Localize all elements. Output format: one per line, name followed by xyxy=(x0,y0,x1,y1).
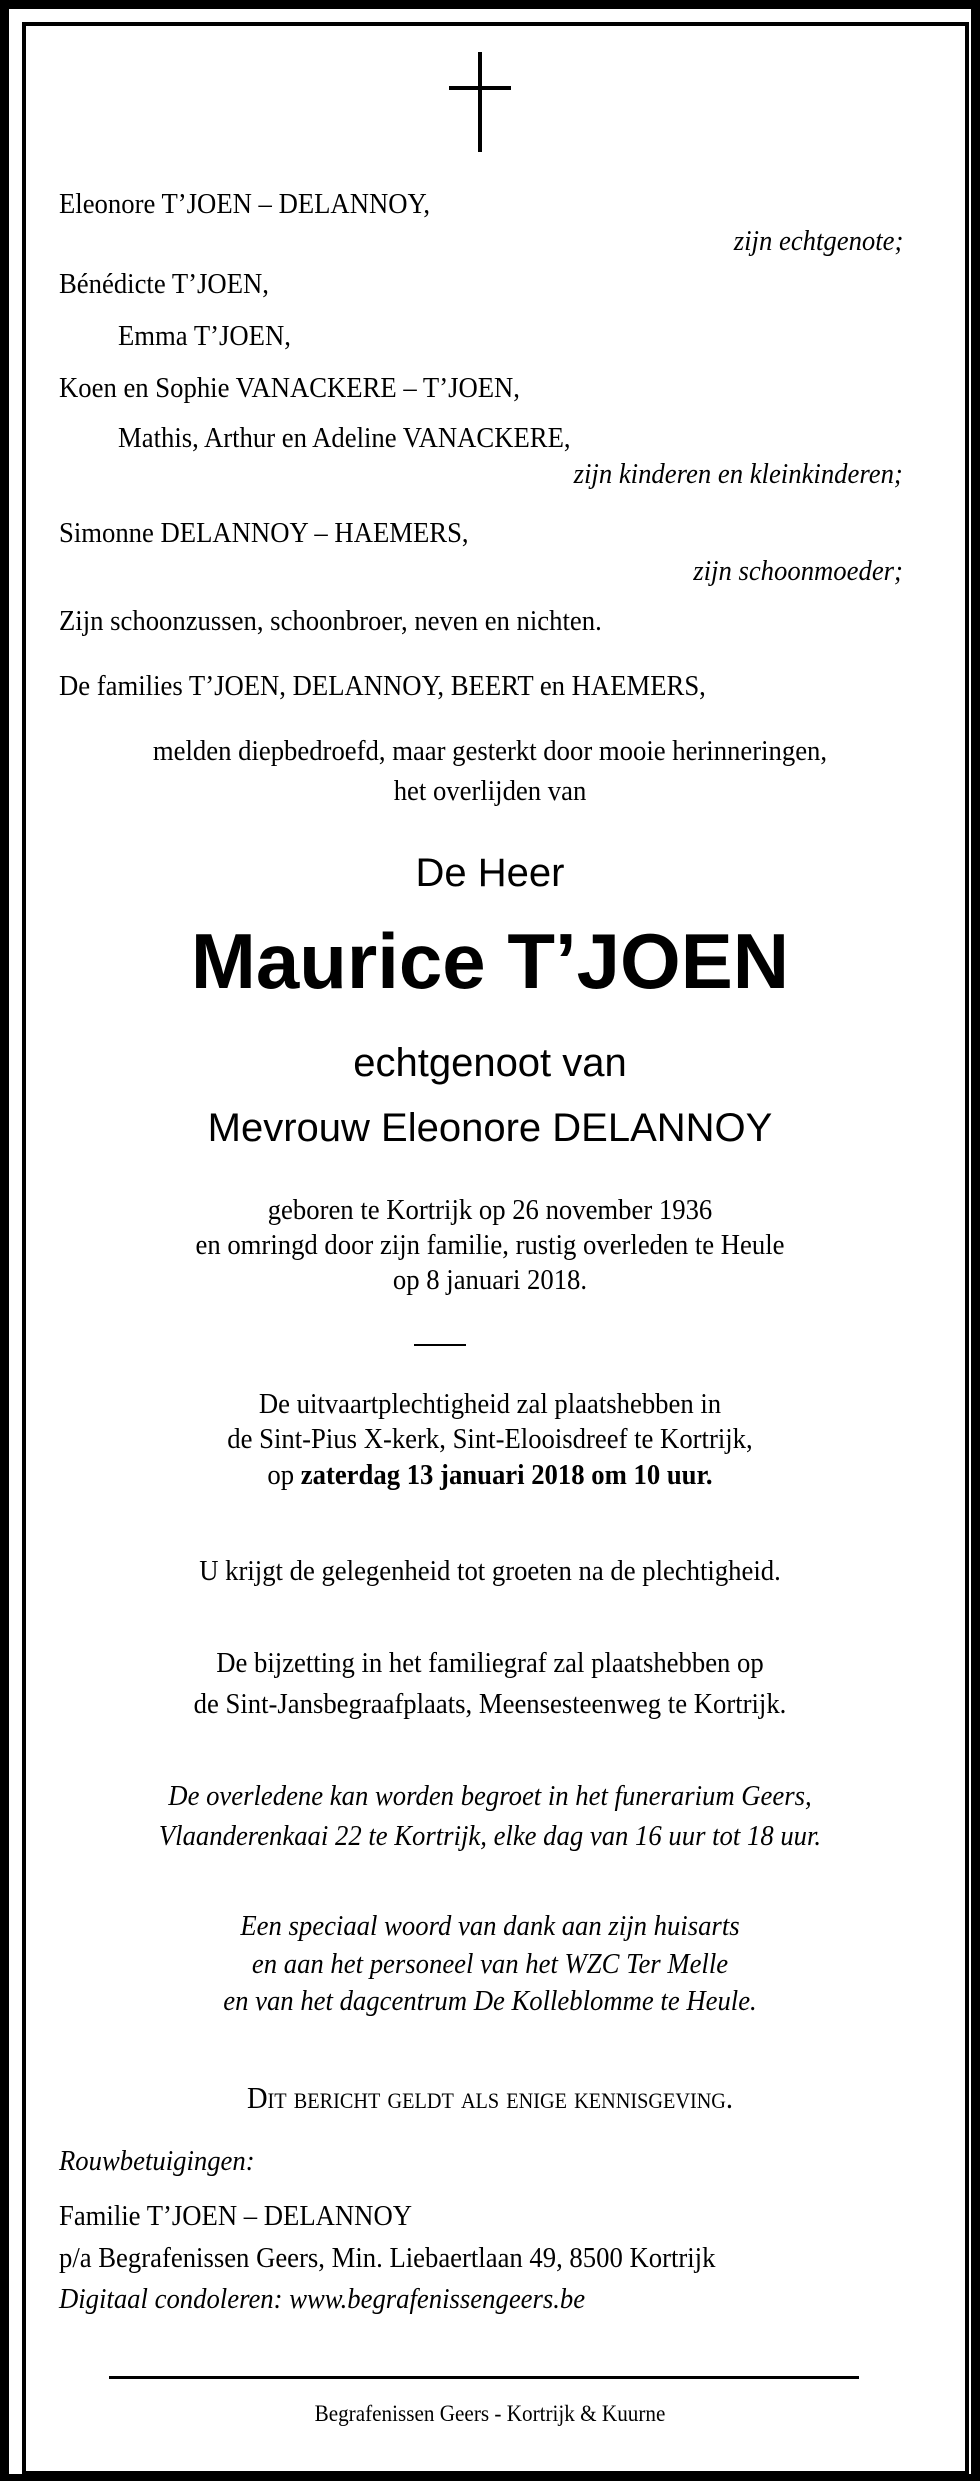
burial-line-2: de Sint-Jansbegraafplaats, Meensesteenweg te Kortrijk. xyxy=(193,1688,787,1720)
relation-spouse: zijn echtgenote; xyxy=(733,225,903,257)
deceased-title: De Heer xyxy=(415,851,565,895)
spouse-name: Mevrouw Eleonore DELANNOY xyxy=(207,1106,773,1150)
digital-condolences xyxy=(59,2285,585,2314)
family-families: De families T’JOEN, DELANNOY, BEERT en HAEMERS, xyxy=(59,670,706,702)
life-died: en omringd door zijn familie, rustig overleden te Heule xyxy=(195,1229,785,1261)
greeting-info: U krijgt de gelegenheid tot groeten na de plechtigheid. xyxy=(199,1555,781,1587)
footer-credit: Begrafenissen Geers - Kortrijk & Kuurne xyxy=(314,2401,666,2426)
deceased-name: Maurice T’JOEN xyxy=(190,917,790,1005)
sole-notice: Dit bericht geldt als enige kennisgeving. xyxy=(246,2080,734,2115)
condolences-label: Rouwbetuigingen: xyxy=(59,2145,255,2177)
relation-children: zijn kinderen en kleinkinderen; xyxy=(573,458,903,490)
spouse-intro: echtgenoot van xyxy=(353,1041,627,1085)
family-child-2: Koen en Sophie VANACKERE – T’JOEN, xyxy=(59,372,520,404)
viewing-line-1: De overledene kan worden begroet in het funerarium Geers, xyxy=(168,1780,812,1812)
funeral-line-2: de Sint-Pius X-kerk, Sint-Elooisdreef te Kortrijk, xyxy=(227,1423,753,1455)
family-grandchild-1: Emma T’JOEN, xyxy=(118,320,291,352)
cross-icon xyxy=(478,52,482,152)
burial-line-1: De bijzetting in het familiegraf zal plaatshebben op xyxy=(216,1647,764,1679)
separator-dash xyxy=(414,1344,466,1346)
thanks-line-3: en van het dagcentrum De Kolleblomme te Heule. xyxy=(223,1985,757,2017)
announcement-line-2: het overlijden van xyxy=(393,775,587,807)
viewing-line-2: Vlaanderenkaai 22 te Kortrijk, elke dag van 16 uur tot 18 uur. xyxy=(158,1820,822,1852)
digital-condolences-label: Digitaal condoleren: xyxy=(59,2283,283,2315)
digital-condolences-link[interactable]: www.begrafenissengeers.be xyxy=(289,2283,586,2315)
family-spouse: Eleonore T’JOEN – DELANNOY, xyxy=(59,188,431,220)
cross-icon-bar xyxy=(449,86,511,90)
funeral-line-1: De uitvaartplechtigheid zal plaatshebben in xyxy=(258,1388,722,1420)
family-grandchildren-2: Mathis, Arthur en Adeline VANACKERE, xyxy=(118,422,571,454)
life-born: geboren te Kortrijk op 26 november 1936 xyxy=(267,1194,713,1226)
condolences-address: p/a Begrafenissen Geers, Min. Liebaertlaan 49, 8500 Kortrijk xyxy=(59,2242,716,2274)
life-date: op 8 januari 2018. xyxy=(392,1264,588,1296)
footer-rule xyxy=(109,2376,859,2379)
announcement-line-1: melden diepbedroefd, maar gesterkt door mooie herinneringen, xyxy=(152,735,828,767)
funeral-date: zaterdag 13 januari 2018 om 10 uur. xyxy=(300,1459,713,1491)
thanks-line-1: Een speciaal woord van dank aan zijn huisarts xyxy=(240,1910,740,1942)
relation-mother-in-law: zijn schoonmoeder; xyxy=(693,555,903,587)
thanks-line-2: en aan het personeel van het WZC Ter Melle xyxy=(251,1948,729,1980)
funeral-line-3 xyxy=(39,1461,941,1490)
condolences-recipient: Familie T’JOEN – DELANNOY xyxy=(59,2200,412,2232)
family-in-laws: Zijn schoonzussen, schoonbroer, neven en nichten. xyxy=(59,605,602,637)
family-child-1: Bénédicte T’JOEN, xyxy=(59,268,269,300)
funeral-date-prefix: op xyxy=(267,1459,301,1491)
family-mother-in-law: Simonne DELANNOY – HAEMERS, xyxy=(59,517,469,549)
